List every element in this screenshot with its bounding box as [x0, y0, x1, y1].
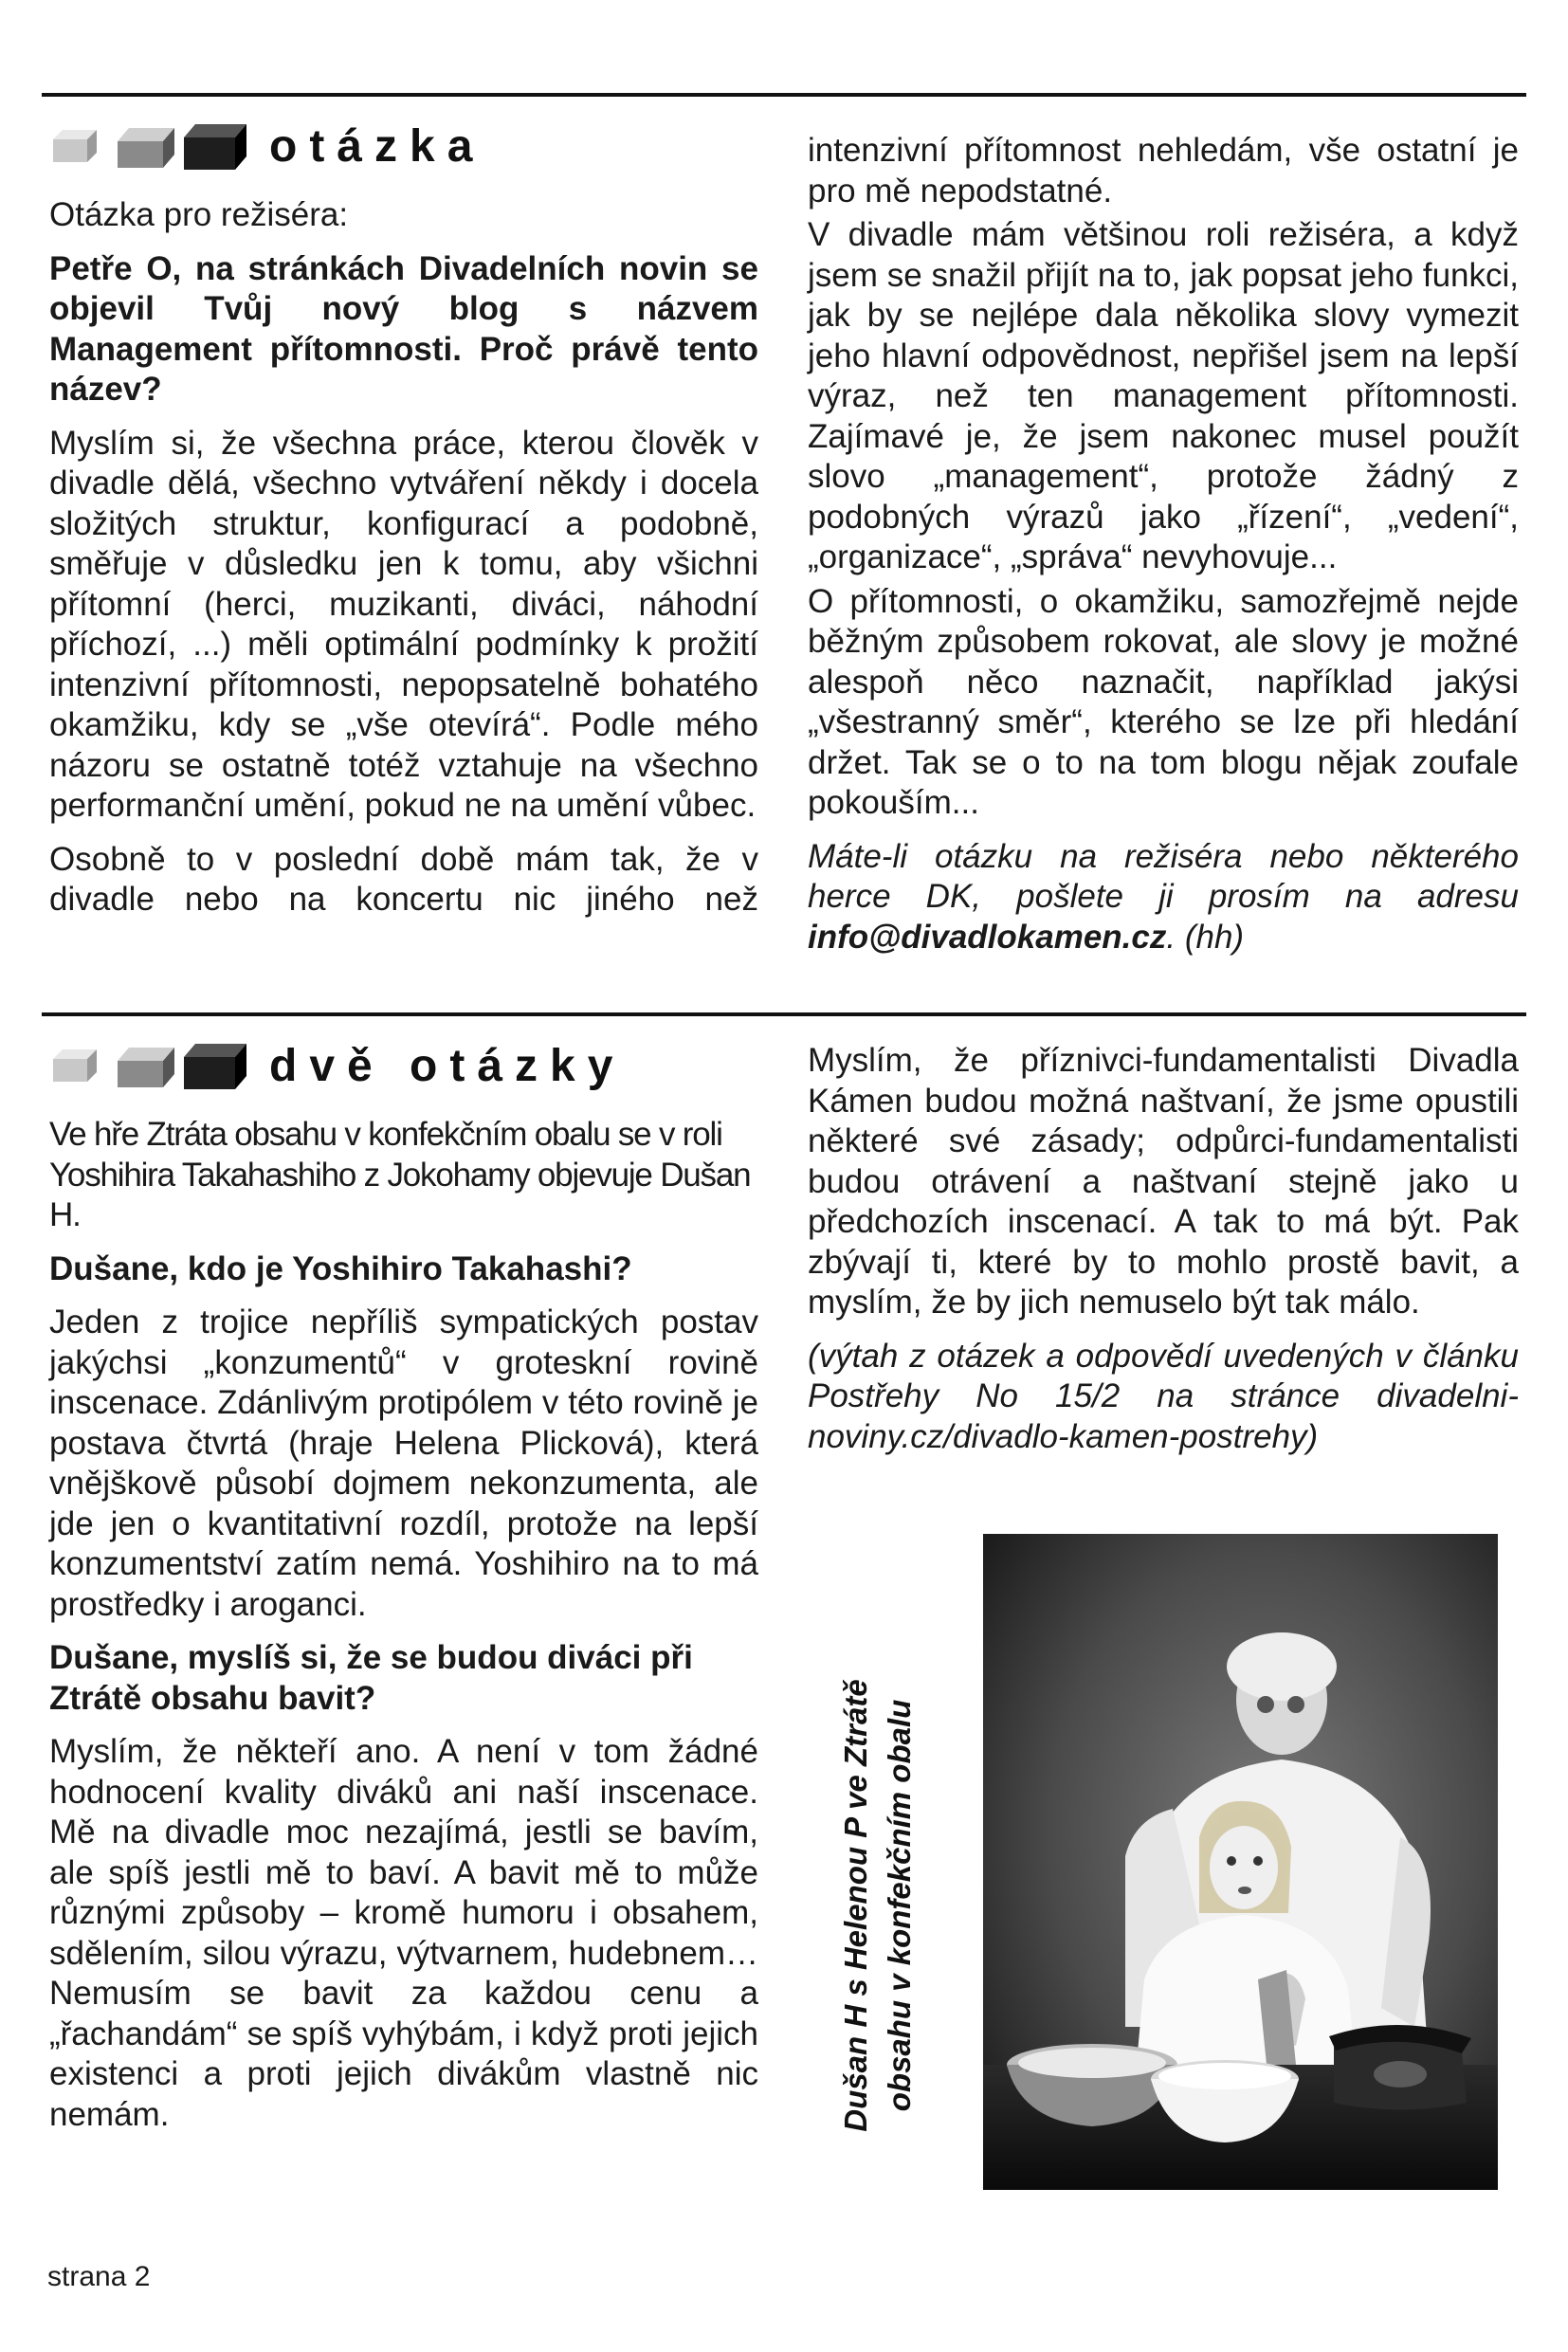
section1-answer-p2: Osobně to v poslední době mám tak, že v divadle nebo na koncertu nic jiného než — [49, 840, 758, 918]
section1-answer-p4: O přítomnosti, o okamžiku, samozřejmě nejde běžným způsobem rokovat, ale slovy je možné alespoň něco naznačit, například jakýsi „všestranný směr“, kterého se lze při hledání držet. Tak se o to na tom blogu nějak zoufale pokouším... — [808, 582, 1519, 821]
photo-caption-container — [834, 1640, 995, 2171]
section1-title: otázka — [269, 120, 485, 172]
section1-answer-p2-continued: intenzivní přítomnost nehledám, vše ostatní je pro mě nepodstatné. — [808, 132, 1519, 210]
section2-left-column — [49, 1033, 758, 2148]
section2-question1: Dušane, kdo je Yoshihiro Takahashi? — [49, 1249, 632, 1287]
section2-answer1: Jeden z trojice nepříliš sympatických postav jakýchsi „konzumentů“ v groteskní rovině inscenace. Zdánlivým protipólem v této rovině je postava čtvrtá (hraje Helena Plicková), která vnějškově působí dojmem nekonzumenta, ale jde jen o kvantitativní rozdíl, protože na lepší konzumentství zatím nemá. Yoshihiro na to má prostředky i aroganci. — [49, 1304, 758, 1623]
section2-answer2: Myslím, že někteří ano. A není v tom žádné hodnocení kvality diváků ani naší inscenace. Mě na divadle moc nezajímá, jestli se bavím, ale spíš jestli mě to baví. A bavit mě to může různými způsoby – kromě humoru i obsahem, sdělením, silou výrazu, výtvarnem, hudebnem… Nemusím se bavit za každou cenu a „řachandám“ se spíš vyhýbám, i když proti jejich existenci a proti jejich divákům vlastně nic nemám. — [49, 1733, 758, 2133]
section2-right-column — [808, 1041, 1519, 1470]
top-rule — [42, 93, 1526, 97]
section1-heading — [49, 114, 758, 180]
section1-answer-p3: V divadle mám většinou roli režiséra, a když jsem se snažil přijít na to, jak popsat jeho funkci, jak by se nejlépe dala několika slovy vymezit jeho hlavní odpovědnost, nepřišel jsem na lepší výraz, než ten management přítomnosti. Zajímavé je, že jsem nakonec musel použít slovo „management“, protože žádný z podobných výrazů jako „řízení“, „vedení“, „organizace“, „správa“ nevyhovuje... — [808, 216, 1519, 575]
section1-closing — [808, 837, 1519, 958]
section2-title: dvě otázky — [269, 1040, 626, 1091]
page-number: strana 2 — [47, 2261, 151, 2292]
section1-answer-p1: Myslím si, že všechna práce, kterou člověk v divadle dělá, všechno vytváření někdy i docela složitých struktur, konfigurací a podobně, směřuje v důsledku jen k tomu, aby všichni přítomní (herci, muzikanti, diváci, náhodní příchozí, ...) měli optimální podmínky k prožití intenzivní přítomnosti, nepopsatelně bohatého okamžiku, kdy se „vše otevírá“. Podle mého názoru se ostatně totéž vztahuje na všechno performanční umění, pokud ne na umění vůbec. — [49, 424, 758, 824]
section2-answer2-continued: Myslím, že příznivci-fundamentalisti Divadla Kámen budou možná naštvaní, že jsme opustili některé své zásady; odpůrci-fundamentalisti budou otrávení a naštvaní stejně jako u předchozích inscenací. A tak to má být. Pak zbývají ti, které by to mohlo prostě bavit, a myslím, že by jich nemuselo být tak málo. — [808, 1042, 1519, 1321]
closing-prefix: Máte-li otázku na režiséra nebo některého herce DK, pošlete ji prosím na adresu — [808, 837, 1519, 915]
closing-email: info@divadlokamen.cz — [808, 918, 1167, 956]
closing-suffix: . (hh) — [1166, 918, 1245, 956]
photo-caption: Dušan H s Helenou P ve Ztrátě obsahu v konfekčním obalu — [838, 1679, 917, 2132]
middle-rule — [42, 1012, 1526, 1016]
books-icon — [49, 119, 248, 175]
section1-left-column — [49, 114, 758, 934]
section2-source-note: (výtah z otázek a odpovědí uvedených v článku Postřehy No 15/2 na stránce divadelni-noviny.cz/divadlo-kamen-postrehy) — [808, 1337, 1519, 1455]
section1-right-column — [808, 131, 1519, 971]
section2-question2: Dušane, myslíš si, že se budou diváci při Ztrátě obsahu bavit? — [49, 1639, 693, 1717]
section1-question: Petře O, na stránkách Divadelních novin se objevil Tvůj nový blog s názvem Management přítomnosti. Proč právě tento název? — [49, 249, 758, 408]
stage-photo — [983, 1534, 1498, 2190]
section2-heading — [49, 1033, 758, 1100]
books-icon — [49, 1038, 248, 1095]
section2-intro: Ve hře Ztráta obsahu v konfekčním obalu se v roli Yoshihira Takahashiho z Jokohamy objevuje Dušan H. — [49, 1116, 751, 1233]
section1-intro: Otázka pro režiséra: — [49, 196, 349, 233]
